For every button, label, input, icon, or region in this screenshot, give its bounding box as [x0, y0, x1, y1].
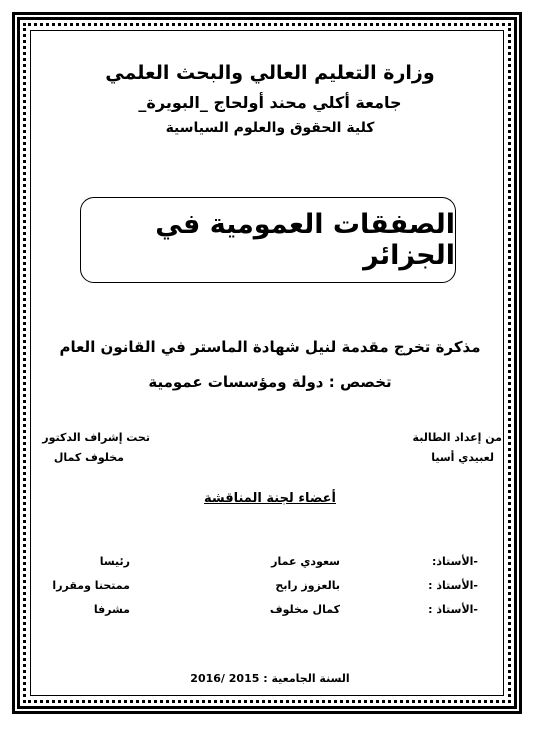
member-role: مشرفا — [93, 603, 130, 616]
committee-heading: أعضاء لجنة المناقشة — [203, 491, 337, 506]
member-title: -الأستاذ: — [431, 555, 478, 568]
member-role: ممتحنا ومقررا — [52, 579, 130, 592]
supervisor-label: تحت إشراف الدكتور — [42, 431, 150, 444]
student-name: لعبيدي أسيا — [431, 451, 494, 464]
academic-year: السنة الجامعية : 2015 /2016 — [190, 672, 350, 685]
faculty-name: كلية الحقوق والعلوم السياسية — [165, 120, 375, 136]
thesis-description: مذكرة تخرج مقدمة لنيل شهادة الماستر في القانون العام — [59, 338, 481, 356]
ministry-name: وزارة التعليم العالي والبحث العلمي — [105, 62, 435, 84]
member-title: -الأستاذ : — [428, 603, 478, 616]
member-title: -الأستاذ : — [428, 579, 478, 592]
thesis-title: الصفقات العمومية في الجزائر — [155, 209, 455, 271]
member-name: سعودي عمار — [271, 555, 340, 568]
member-name: كمال مخلوف — [269, 603, 340, 616]
supervisor-name: مخلوف كمال — [53, 451, 124, 464]
member-role: رئيسا — [99, 555, 130, 568]
title-box — [80, 197, 456, 283]
specialty: تخصص : دولة ومؤسسات عمومية — [148, 373, 392, 391]
student-label: من إعداد الطالبة — [412, 431, 502, 444]
member-name: بالعزوز رابح — [275, 579, 340, 592]
university-name: جامعة أكلي محند أولحاج _البويرة_ — [138, 93, 402, 112]
